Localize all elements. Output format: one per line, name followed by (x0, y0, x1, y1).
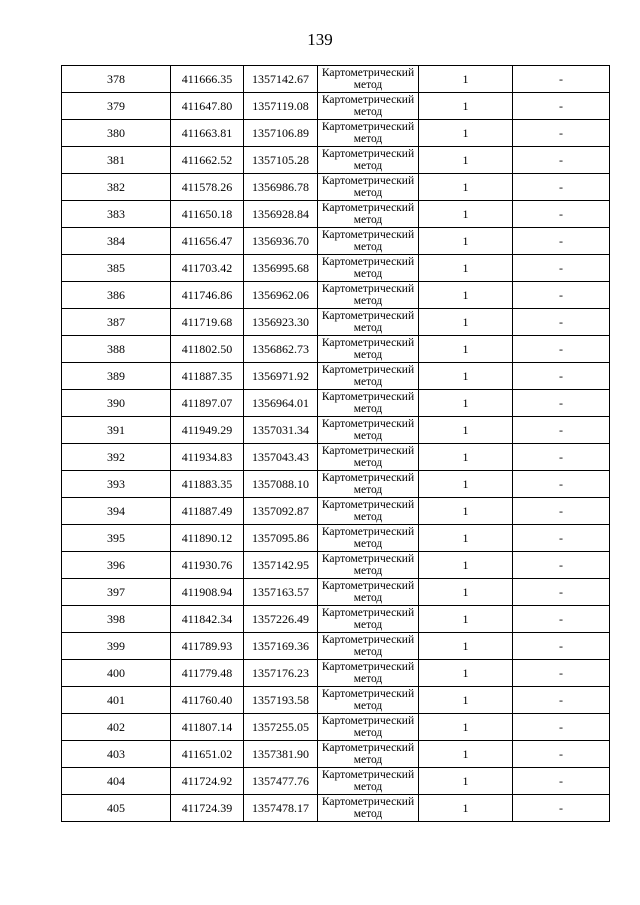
table-row (62, 390, 610, 417)
method-cell: Картометрический метод (318, 336, 419, 363)
x-coordinate-cell: 411719.68 (171, 309, 244, 336)
note-cell: - (513, 336, 610, 363)
method-cell: Картометрический метод (318, 201, 419, 228)
y-coordinate-cell: 1356995.68 (244, 255, 318, 282)
accuracy-cell: 1 (419, 660, 513, 687)
note-cell: - (513, 417, 610, 444)
method-cell: Картометрический метод (318, 525, 419, 552)
method-cell: Картометрический метод (318, 714, 419, 741)
point-number-cell: 396 (62, 552, 171, 579)
point-number-cell: 403 (62, 741, 171, 768)
x-coordinate-cell: 411651.02 (171, 741, 244, 768)
y-coordinate-cell: 1357478.17 (244, 795, 318, 822)
table-row (62, 174, 610, 201)
note-cell: - (513, 228, 610, 255)
point-number-cell: 401 (62, 687, 171, 714)
note-cell: - (513, 741, 610, 768)
method-cell: Картометрический метод (318, 363, 419, 390)
table-row (62, 417, 610, 444)
accuracy-cell: 1 (419, 525, 513, 552)
method-cell: Картометрический метод (318, 444, 419, 471)
note-cell: - (513, 471, 610, 498)
note-cell: - (513, 255, 610, 282)
point-number-cell: 398 (62, 606, 171, 633)
x-coordinate-cell: 411662.52 (171, 147, 244, 174)
note-cell: - (513, 66, 610, 93)
x-coordinate-cell: 411807.14 (171, 714, 244, 741)
y-coordinate-cell: 1356923.30 (244, 309, 318, 336)
x-coordinate-cell: 411647.80 (171, 93, 244, 120)
table-row (62, 795, 610, 822)
x-coordinate-cell: 411746.86 (171, 282, 244, 309)
accuracy-cell: 1 (419, 633, 513, 660)
note-cell: - (513, 633, 610, 660)
table-row (62, 471, 610, 498)
point-number-cell: 386 (62, 282, 171, 309)
method-cell: Картометрический метод (318, 768, 419, 795)
x-coordinate-cell: 411663.81 (171, 120, 244, 147)
table-row (62, 498, 610, 525)
y-coordinate-cell: 1357381.90 (244, 741, 318, 768)
point-number-cell: 405 (62, 795, 171, 822)
method-cell: Картометрический метод (318, 660, 419, 687)
point-number-cell: 379 (62, 93, 171, 120)
method-cell: Картометрический метод (318, 174, 419, 201)
accuracy-cell: 1 (419, 444, 513, 471)
x-coordinate-cell: 411802.50 (171, 336, 244, 363)
accuracy-cell: 1 (419, 93, 513, 120)
method-cell: Картометрический метод (318, 390, 419, 417)
point-number-cell: 378 (62, 66, 171, 93)
accuracy-cell: 1 (419, 336, 513, 363)
point-number-cell: 385 (62, 255, 171, 282)
table-row (62, 147, 610, 174)
table-row (62, 525, 610, 552)
note-cell: - (513, 579, 610, 606)
table-row (62, 444, 610, 471)
note-cell: - (513, 390, 610, 417)
table-row (62, 660, 610, 687)
y-coordinate-cell: 1357031.34 (244, 417, 318, 444)
point-number-cell: 391 (62, 417, 171, 444)
accuracy-cell: 1 (419, 768, 513, 795)
y-coordinate-cell: 1357105.28 (244, 147, 318, 174)
x-coordinate-cell: 411666.35 (171, 66, 244, 93)
x-coordinate-cell: 411703.42 (171, 255, 244, 282)
table-row (62, 336, 610, 363)
method-cell: Картометрический метод (318, 795, 419, 822)
x-coordinate-cell: 411883.35 (171, 471, 244, 498)
x-coordinate-cell: 411949.29 (171, 417, 244, 444)
method-cell: Картометрический метод (318, 228, 419, 255)
table-row (62, 66, 610, 93)
y-coordinate-cell: 1357095.86 (244, 525, 318, 552)
table-row (62, 282, 610, 309)
note-cell: - (513, 282, 610, 309)
point-number-cell: 395 (62, 525, 171, 552)
y-coordinate-cell: 1357255.05 (244, 714, 318, 741)
point-number-cell: 400 (62, 660, 171, 687)
table-row (62, 579, 610, 606)
accuracy-cell: 1 (419, 795, 513, 822)
x-coordinate-cell: 411908.94 (171, 579, 244, 606)
y-coordinate-cell: 1356928.84 (244, 201, 318, 228)
note-cell: - (513, 147, 610, 174)
method-cell: Картометрический метод (318, 579, 419, 606)
x-coordinate-cell: 411890.12 (171, 525, 244, 552)
point-number-cell: 388 (62, 336, 171, 363)
x-coordinate-cell: 411724.39 (171, 795, 244, 822)
y-coordinate-cell: 1357092.87 (244, 498, 318, 525)
method-cell: Картометрический метод (318, 309, 419, 336)
table-row (62, 201, 610, 228)
y-coordinate-cell: 1356936.70 (244, 228, 318, 255)
point-number-cell: 380 (62, 120, 171, 147)
x-coordinate-cell: 411656.47 (171, 228, 244, 255)
note-cell: - (513, 606, 610, 633)
method-cell: Картометрический метод (318, 471, 419, 498)
y-coordinate-cell: 1357193.58 (244, 687, 318, 714)
y-coordinate-cell: 1357226.49 (244, 606, 318, 633)
y-coordinate-cell: 1356862.73 (244, 336, 318, 363)
note-cell: - (513, 795, 610, 822)
table-row (62, 363, 610, 390)
x-coordinate-cell: 411887.49 (171, 498, 244, 525)
y-coordinate-cell: 1357142.67 (244, 66, 318, 93)
note-cell: - (513, 174, 610, 201)
table-row (62, 93, 610, 120)
note-cell: - (513, 768, 610, 795)
x-coordinate-cell: 411934.83 (171, 444, 244, 471)
x-coordinate-cell: 411724.92 (171, 768, 244, 795)
x-coordinate-cell: 411789.93 (171, 633, 244, 660)
y-coordinate-cell: 1356962.06 (244, 282, 318, 309)
y-coordinate-cell: 1356986.78 (244, 174, 318, 201)
y-coordinate-cell: 1357106.89 (244, 120, 318, 147)
coordinates-table-body (62, 66, 610, 822)
method-cell: Картометрический метод (318, 552, 419, 579)
y-coordinate-cell: 1357088.10 (244, 471, 318, 498)
accuracy-cell: 1 (419, 471, 513, 498)
method-cell: Картометрический метод (318, 606, 419, 633)
point-number-cell: 402 (62, 714, 171, 741)
accuracy-cell: 1 (419, 147, 513, 174)
accuracy-cell: 1 (419, 174, 513, 201)
point-number-cell: 404 (62, 768, 171, 795)
accuracy-cell: 1 (419, 687, 513, 714)
method-cell: Картометрический метод (318, 93, 419, 120)
method-cell: Картометрический метод (318, 66, 419, 93)
table-row (62, 120, 610, 147)
accuracy-cell: 1 (419, 228, 513, 255)
table-row (62, 741, 610, 768)
y-coordinate-cell: 1357142.95 (244, 552, 318, 579)
accuracy-cell: 1 (419, 66, 513, 93)
table-row (62, 552, 610, 579)
point-number-cell: 384 (62, 228, 171, 255)
accuracy-cell: 1 (419, 255, 513, 282)
point-number-cell: 394 (62, 498, 171, 525)
method-cell: Картометрический метод (318, 282, 419, 309)
note-cell: - (513, 687, 610, 714)
page-number: 139 (307, 30, 333, 49)
point-number-cell: 387 (62, 309, 171, 336)
note-cell: - (513, 93, 610, 120)
table-row (62, 714, 610, 741)
x-coordinate-cell: 411897.07 (171, 390, 244, 417)
accuracy-cell: 1 (419, 363, 513, 390)
y-coordinate-cell: 1357477.76 (244, 768, 318, 795)
x-coordinate-cell: 411842.34 (171, 606, 244, 633)
x-coordinate-cell: 411930.76 (171, 552, 244, 579)
accuracy-cell: 1 (419, 498, 513, 525)
y-coordinate-cell: 1357176.23 (244, 660, 318, 687)
accuracy-cell: 1 (419, 201, 513, 228)
point-number-cell: 393 (62, 471, 171, 498)
y-coordinate-cell: 1357163.57 (244, 579, 318, 606)
table-row (62, 633, 610, 660)
x-coordinate-cell: 411578.26 (171, 174, 244, 201)
note-cell: - (513, 363, 610, 390)
table-row (62, 255, 610, 282)
y-coordinate-cell: 1357119.08 (244, 93, 318, 120)
y-coordinate-cell: 1357169.36 (244, 633, 318, 660)
point-number-cell: 381 (62, 147, 171, 174)
table-row (62, 606, 610, 633)
table-row (62, 228, 610, 255)
method-cell: Картометрический метод (318, 120, 419, 147)
point-number-cell: 399 (62, 633, 171, 660)
point-number-cell: 392 (62, 444, 171, 471)
method-cell: Картометрический метод (318, 633, 419, 660)
accuracy-cell: 1 (419, 714, 513, 741)
note-cell: - (513, 309, 610, 336)
accuracy-cell: 1 (419, 606, 513, 633)
accuracy-cell: 1 (419, 282, 513, 309)
x-coordinate-cell: 411779.48 (171, 660, 244, 687)
table-row (62, 687, 610, 714)
point-number-cell: 383 (62, 201, 171, 228)
method-cell: Картометрический метод (318, 498, 419, 525)
table-row (62, 768, 610, 795)
point-number-cell: 390 (62, 390, 171, 417)
note-cell: - (513, 201, 610, 228)
accuracy-cell: 1 (419, 120, 513, 147)
x-coordinate-cell: 411650.18 (171, 201, 244, 228)
method-cell: Картометрический метод (318, 741, 419, 768)
method-cell: Картометрический метод (318, 255, 419, 282)
note-cell: - (513, 444, 610, 471)
table-row (62, 309, 610, 336)
accuracy-cell: 1 (419, 417, 513, 444)
note-cell: - (513, 525, 610, 552)
note-cell: - (513, 660, 610, 687)
point-number-cell: 397 (62, 579, 171, 606)
method-cell: Картометрический метод (318, 687, 419, 714)
method-cell: Картометрический метод (318, 417, 419, 444)
accuracy-cell: 1 (419, 390, 513, 417)
note-cell: - (513, 552, 610, 579)
method-cell: Картометрический метод (318, 147, 419, 174)
point-number-cell: 382 (62, 174, 171, 201)
y-coordinate-cell: 1356964.01 (244, 390, 318, 417)
coordinates-table (61, 65, 610, 822)
note-cell: - (513, 120, 610, 147)
y-coordinate-cell: 1356971.92 (244, 363, 318, 390)
note-cell: - (513, 714, 610, 741)
x-coordinate-cell: 411760.40 (171, 687, 244, 714)
accuracy-cell: 1 (419, 309, 513, 336)
accuracy-cell: 1 (419, 552, 513, 579)
y-coordinate-cell: 1357043.43 (244, 444, 318, 471)
accuracy-cell: 1 (419, 579, 513, 606)
point-number-cell: 389 (62, 363, 171, 390)
note-cell: - (513, 498, 610, 525)
accuracy-cell: 1 (419, 741, 513, 768)
x-coordinate-cell: 411887.35 (171, 363, 244, 390)
